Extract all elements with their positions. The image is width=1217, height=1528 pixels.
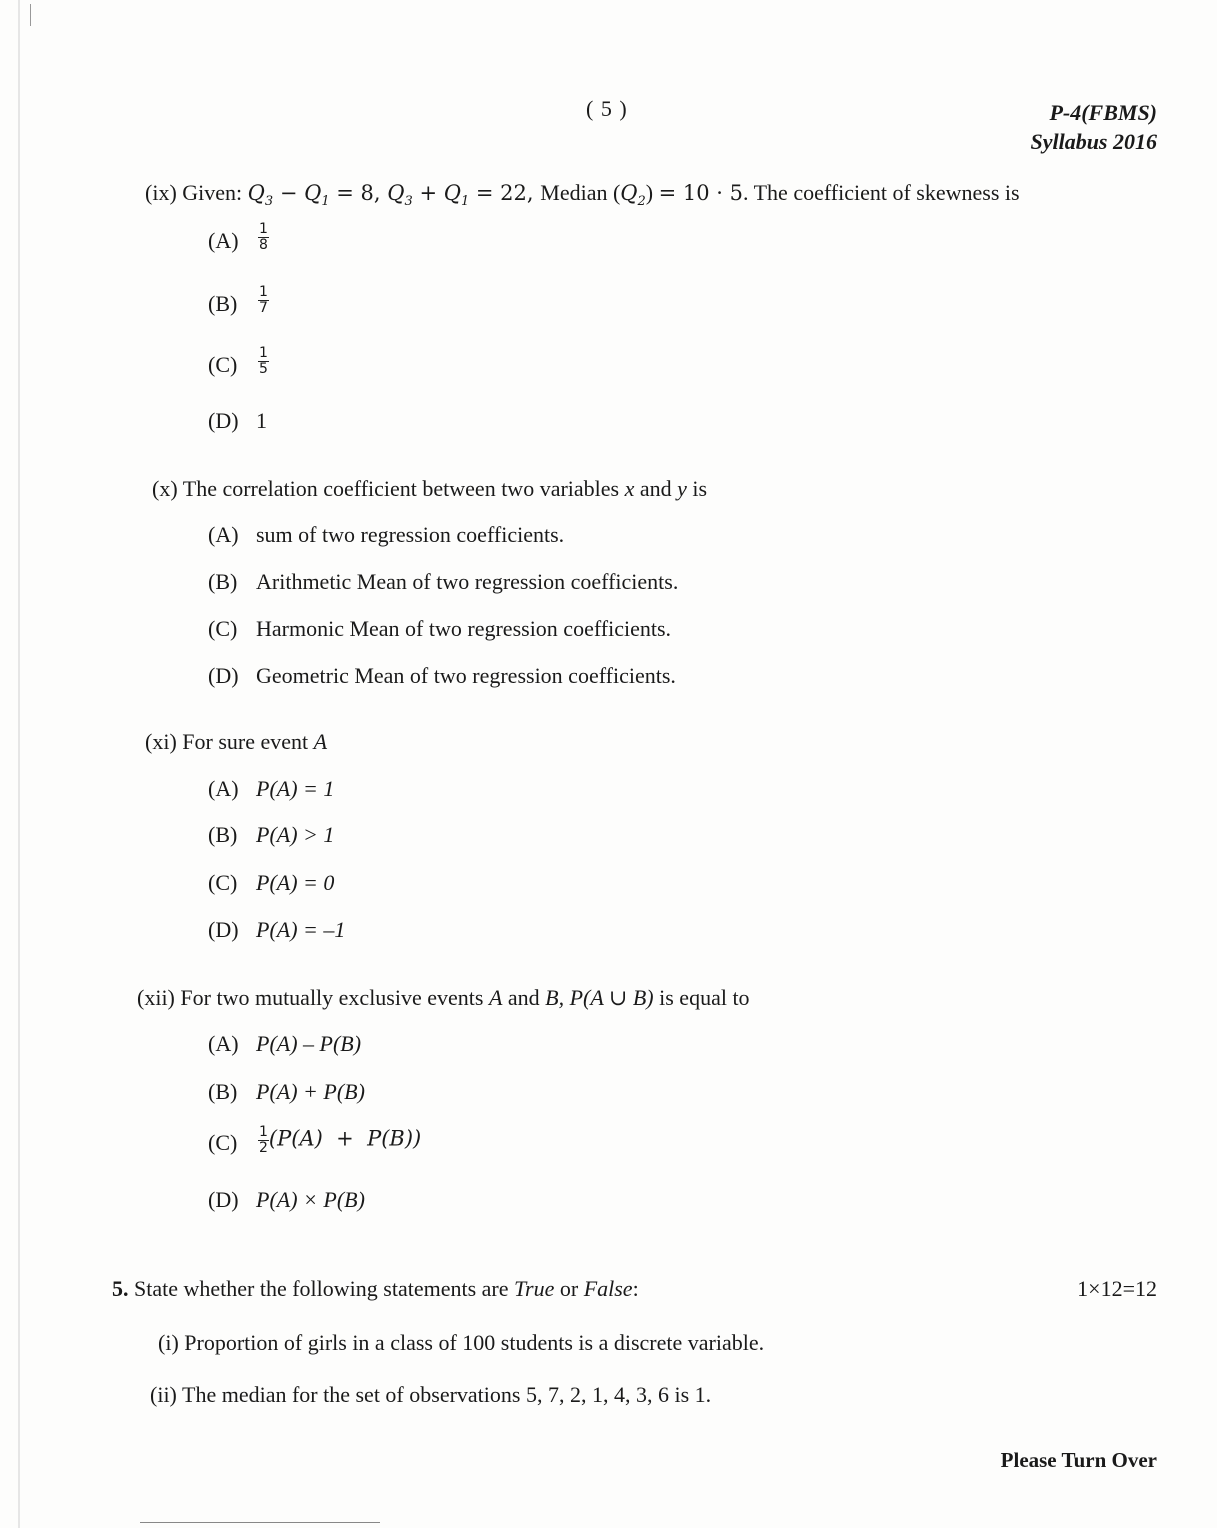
option-label: (C) [208, 352, 238, 377]
numerator: 1 [259, 284, 268, 300]
option-text: P(A) = –1 [256, 917, 346, 942]
option-text: 1 [256, 408, 267, 433]
event-name: A [488, 985, 503, 1010]
syllabus-label: Syllabus 2016 [1030, 129, 1157, 154]
option-text: Geometric Mean of two regression coefficients. [256, 663, 676, 688]
option-text: P(A) + P(B) [256, 1079, 365, 1104]
option-label: (C) [208, 870, 238, 895]
page-number: ( 5 ) [586, 96, 628, 121]
paper-code: P-4(FBMS) [1049, 100, 1157, 125]
option-label: (C) [208, 1130, 238, 1155]
option-label: (A) [208, 776, 239, 801]
scan-edge [18, 0, 20, 1528]
option-fraction [256, 222, 269, 253]
option-label: (B) [208, 1079, 238, 1104]
question-number: 5. [112, 1276, 129, 1301]
variable-x: x [624, 476, 635, 501]
option-text: Arithmetic Mean of two regression coefficients. [256, 569, 679, 594]
question-ix: (ix) Given: $Q_3 - Q_1 = 8$, $Q_3 + Q_1 = 22$, Median $(Q_2) = 10 \cdot 5$. The coefficient of skewness is [145, 180, 1020, 210]
numerator: 1 [259, 1124, 268, 1140]
option-text: Harmonic Mean of two regression coefficients. [256, 616, 672, 641]
option-text: (P(A) + P(B)) [268, 1126, 422, 1151]
question-xi [145, 729, 327, 755]
option-label: (A) [208, 522, 239, 547]
scan-mark [30, 4, 31, 26]
formula: $Q_3$ [247, 181, 274, 210]
question-number: (xii) [137, 985, 175, 1010]
option-expression [256, 1125, 421, 1156]
question-text: and [634, 476, 678, 501]
question-text: For two mutually exclusive events [180, 985, 489, 1010]
numerator: 1 [259, 345, 268, 361]
question-5 [112, 1276, 639, 1302]
option-label: (A) [208, 1031, 239, 1056]
question-text: : [632, 1276, 639, 1301]
question-xii [137, 985, 750, 1011]
true-word: True [514, 1276, 555, 1301]
question-text: is equal to [653, 985, 750, 1010]
option-text: P(A) × P(B) [256, 1187, 365, 1212]
denominator: 2 [259, 1140, 268, 1156]
question-number: (xi) [145, 729, 177, 754]
question-text: Given: [182, 180, 248, 205]
option-text: P(A) > 1 [256, 822, 335, 847]
option-text: P(A) = 0 [256, 870, 335, 895]
option-label: (D) [208, 408, 239, 433]
question-number: (x) [152, 476, 178, 501]
option-label: (A) [208, 228, 239, 253]
scan-mark-bottom [140, 1522, 380, 1523]
statement-number: (ii) [150, 1382, 177, 1407]
option-label: (D) [208, 917, 239, 942]
denominator: 8 [259, 237, 268, 253]
option-label: (B) [208, 291, 238, 316]
option-text: P(A) = 1 [256, 776, 335, 801]
statement-number: (i) [158, 1330, 179, 1355]
option-fraction [256, 346, 269, 377]
numerator: 1 [259, 221, 268, 237]
option-label: (D) [208, 1187, 239, 1212]
option-label: (B) [208, 569, 238, 594]
option-text: P(A) – P(B) [256, 1031, 362, 1056]
question-text: For sure event [182, 729, 314, 754]
option-text: sum of two regression coefficients. [256, 522, 565, 547]
question-text: or [554, 1276, 584, 1301]
denominator: 7 [259, 300, 268, 316]
variable-y: y [677, 476, 687, 501]
event-name: A [313, 729, 328, 754]
question-x [152, 476, 707, 502]
question-text: The correlation coefficient between two variables [182, 476, 625, 501]
statement-text: Proportion of girls in a class of 100 students is a discrete variable. [184, 1330, 765, 1355]
question-text: is [686, 476, 708, 501]
question-text: and [502, 985, 546, 1010]
paper-header [1030, 98, 1157, 156]
statement-i [158, 1330, 764, 1356]
footer-please-turn-over: Please Turn Over [1000, 1448, 1157, 1472]
event-expression: B, P(A ∪ B) [545, 985, 654, 1010]
option-label: (D) [208, 663, 239, 688]
false-word: False [583, 1276, 633, 1301]
statement-text: The median for the set of observations 5, 7, 2, 1, 4, 3, 6 is 1. [182, 1382, 712, 1407]
option-label: (B) [208, 822, 238, 847]
question-number: (ix) [145, 180, 177, 205]
question-text: State whether the following statements are [134, 1276, 514, 1301]
denominator: 5 [259, 361, 268, 377]
marks: 1×12=12 [1077, 1276, 1157, 1301]
statement-ii [150, 1382, 711, 1408]
question-text-end: . The coefficient of skewness is [743, 180, 1020, 205]
option-label: (C) [208, 616, 238, 641]
option-fraction [256, 285, 269, 316]
